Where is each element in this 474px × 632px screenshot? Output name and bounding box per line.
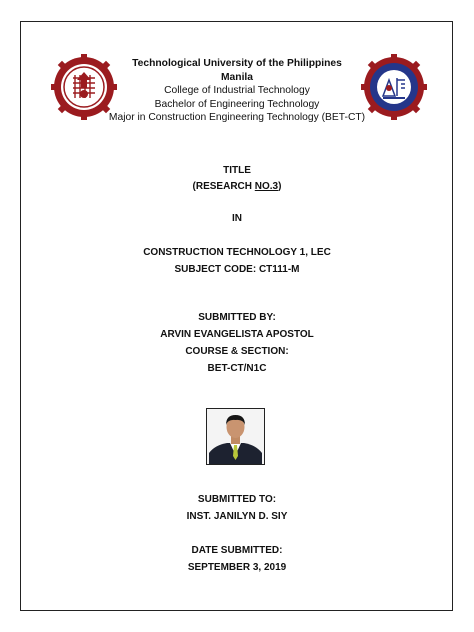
campus-name: Manila (220, 71, 254, 83)
student-name: ARVIN EVANGELISTA APOSTOL (160, 329, 314, 340)
course-name: CONSTRUCTION TECHNOLOGY 1, LEC (143, 247, 331, 258)
date-submitted: SEPTEMBER 3, 2019 (187, 562, 287, 573)
research-prefix: (RESEARCH (192, 181, 255, 192)
course-section: BET-CT/N1C (207, 363, 267, 374)
submitted-by-label: SUBMITTED BY: (198, 312, 276, 323)
course-section-label: COURSE & SECTION: (185, 346, 289, 357)
subject-code: SUBJECT CODE: CT111-M (174, 264, 300, 275)
student-photo (206, 408, 265, 465)
cover-title: TITLE (223, 165, 251, 176)
university-name: Technological University of the Philippines (132, 58, 342, 69)
university-header (100, 57, 374, 125)
degree-name: Bachelor of Engineering Technology (154, 98, 320, 110)
research-number-line (60, 181, 414, 193)
college-name: College of Industrial Technology (164, 85, 310, 96)
in-label: IN (232, 213, 242, 224)
student-photo-icon (207, 409, 264, 464)
research-suffix: ) (278, 181, 282, 192)
major-name: Major in Construction Engineering Technology (BET-CT) (108, 112, 366, 123)
date-submitted-label: DATE SUBMITTED: (191, 545, 283, 556)
instructor-name: INST. JANILYN D. SIY (186, 511, 288, 522)
research-number: NO.3 (254, 181, 279, 192)
submitted-to-label: SUBMITTED TO: (197, 494, 277, 505)
